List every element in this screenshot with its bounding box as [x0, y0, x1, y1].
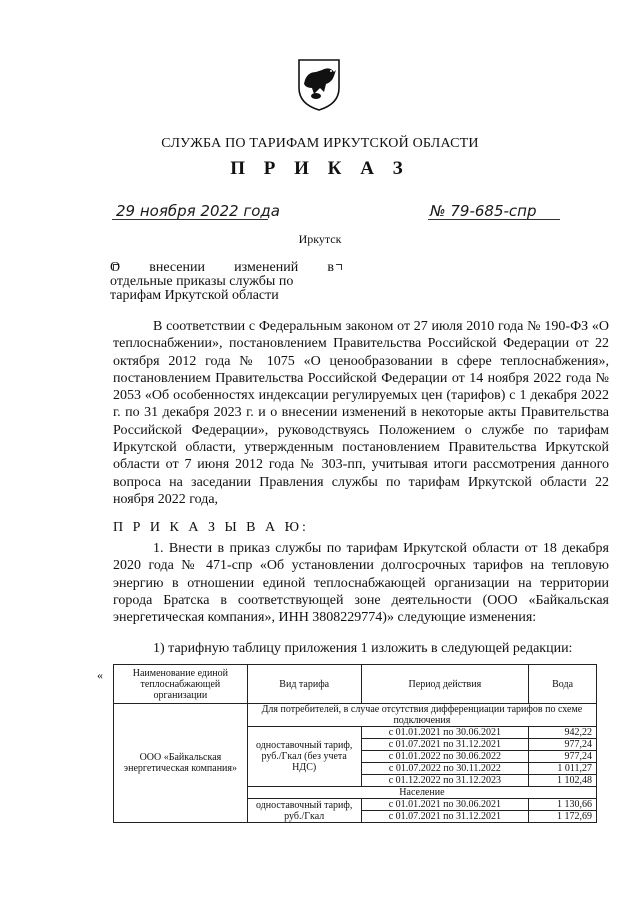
section-row	[114, 704, 597, 727]
value-cell: 1 102,48	[529, 775, 597, 787]
date-underline	[112, 219, 268, 220]
preamble-paragraph: В соответствии с Федеральным законом от 27 июля 2010 года № 190-ФЗ «О теплоснабжении», постановлением Правительства Российской Федерации от 22 октября 2012 года № 1075 «О ценообразовании в сфере теплоснабжения», постановлением Правительства Российской Федерации от 14 ноября 2022 года № 2053 «Об особенностях индексации регулируемых цен (тарифов) с 1 декабря 2022 г. по 31 декабря 2023 г. и о внесении изменений в некоторые акты Правительства Российской Федерации», руководствуясь Положением о службе по тарифам Иркутской области, утвержденным постановлением Правительства Иркутской области от 7 июня 2012 года № 303-пп, учитывая итоги рассмотрения данного вопроса на заседании Правления службы по тарифам Иркутской области 22 ноября 2022 года,	[113, 319, 609, 507]
section-consumers: Для потребителей, в случае отсутствия дифференциации тарифов по схеме подключения	[247, 704, 596, 727]
period-cell: с 01.07.2021 по 31.12.2021	[361, 739, 529, 751]
order-date: 29 ноября 2022 года	[116, 202, 280, 220]
subject-word: изменений	[234, 260, 299, 275]
period-cell: с 01.12.2022 по 31.12.2023	[361, 775, 529, 787]
table-header-row	[114, 665, 597, 704]
opening-quote: «	[97, 668, 103, 682]
value-cell: 1 011,27	[529, 763, 597, 775]
clause-1-1-paragraph: 1) тарифную таблицу приложения 1 изложить в следующей редакции:	[153, 641, 573, 656]
clause-1-paragraph: 1. Внести в приказ службы по тарифам Иркутской области от 18 декабря 2020 года № 471-спр «Об установлении долгосрочных тарифов на тепловую энергию в отношении единой теплоснабжающей организации на территории города Братска в соответствующей зоне деятельности (ООО «Байкальская энергетическая компания», ИНН 3808229774)» следующие изменения:	[113, 541, 609, 626]
period-cell: с 01.01.2021 по 30.06.2021	[361, 799, 529, 811]
tariff-type-cell: одноставочный тариф, руб./Гкал (без учета НДС)	[247, 727, 361, 787]
city: Иркутск	[298, 232, 342, 246]
subject-word: О	[110, 260, 121, 275]
value-cell: 942,22	[529, 727, 597, 739]
prikazyvayu-heading: П Р И К А З Ы В А Ю:	[113, 520, 309, 535]
subject-word: внесении	[149, 260, 205, 275]
tariff-type-cell: одноставочный тариф, руб./Гкал	[247, 799, 361, 823]
document-title: П Р И К А З	[230, 158, 410, 179]
period-cell: с 01.07.2021 по 31.12.2021	[361, 811, 529, 823]
value-cell: 1 172,69	[529, 811, 597, 823]
coat-of-arms-emblem	[296, 58, 342, 112]
agency-name: СЛУЖБА ПО ТАРИФАМ ИРКУТСКОЙ ОБЛАСТИ	[161, 136, 479, 151]
tariff-table	[113, 664, 597, 823]
period-cell: с 01.07.2022 по 30.11.2022	[361, 763, 529, 775]
section-population: Население	[247, 787, 596, 799]
value-cell: 1 130,66	[529, 799, 597, 811]
value-cell: 977,24	[529, 751, 597, 763]
subject-word: в	[327, 260, 334, 275]
number-underline	[428, 219, 560, 220]
period-cell: с 01.01.2021 по 30.06.2021	[361, 727, 529, 739]
order-number: № 79-685-спр	[430, 202, 537, 220]
header-water: Вода	[529, 665, 597, 704]
subject-bracket-right	[336, 264, 342, 270]
period-cell: с 01.01.2022 по 30.06.2022	[361, 751, 529, 763]
header-type: Вид тарифа	[247, 665, 361, 704]
header-period: Период действия	[361, 665, 529, 704]
header-org: Наименование единой теплоснабжающей организации	[114, 665, 248, 704]
value-cell: 977,24	[529, 739, 597, 751]
org-name-cell: ООО «Байкальская энергетическая компания»	[114, 704, 248, 823]
order-subject	[110, 261, 334, 303]
subject-rest: отдельные приказы службы по тарифам Иркутской области	[110, 274, 294, 303]
